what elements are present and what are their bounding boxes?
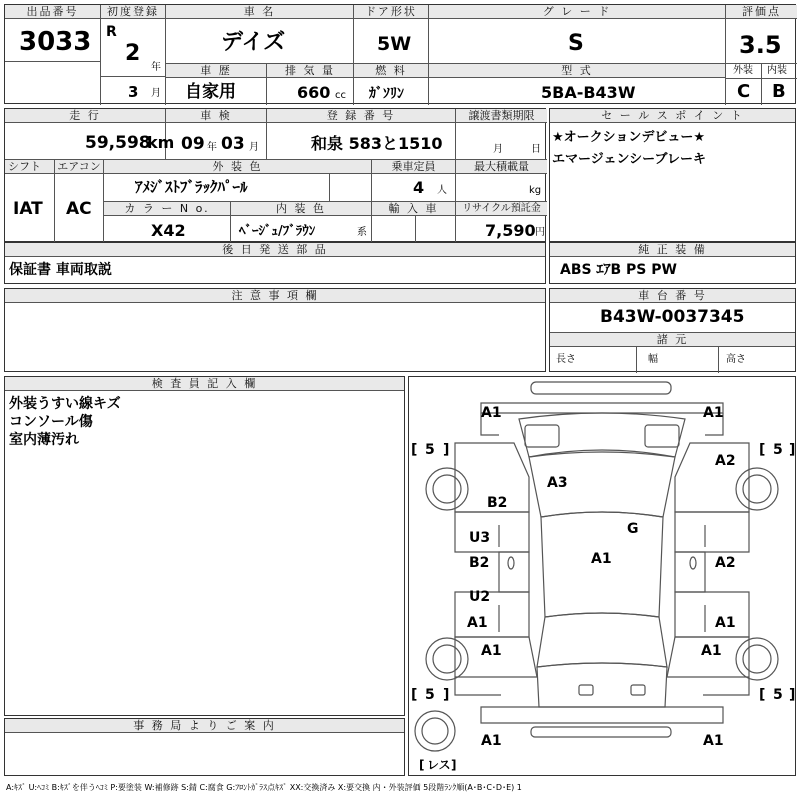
insp-year: 09: [181, 134, 205, 154]
later-parts-label: 後 日 発 送 部 品: [5, 243, 545, 257]
model: 5BA-B43W: [541, 83, 636, 102]
inspector-line: 室内薄汚れ: [9, 432, 79, 448]
shift-label: シフト: [5, 160, 54, 174]
lot-number: 3033: [19, 27, 92, 57]
tire-mark: ]: [789, 687, 795, 703]
notes-label: 注 意 事 項 欄: [5, 289, 545, 303]
inspector-box: [4, 376, 405, 716]
import-label: 輸 入 車: [372, 202, 455, 216]
exterior-color: ｱﾒｼﾞｽﾄﾌﾞﾗｯｸﾊﾟｰﾙ: [135, 178, 248, 196]
plate-label: 登 録 番 号: [267, 109, 455, 123]
vehicle-info-block: [4, 108, 546, 242]
transfer-day-unit: 日: [531, 144, 541, 155]
later-parts-box: [4, 242, 546, 284]
damage-mark: A3: [547, 475, 568, 491]
top-block: [4, 4, 796, 104]
height-label: 高さ: [726, 354, 746, 365]
door-label: ドア形状: [354, 5, 428, 19]
ac-label: エアコン: [55, 160, 103, 174]
grade: S: [568, 31, 584, 56]
equipment-value: ABS ｴｱB PS PW: [560, 262, 677, 278]
damage-mark: A1: [481, 733, 502, 749]
length-label: 長さ: [556, 354, 576, 365]
spare-bracket: ]: [451, 758, 457, 772]
damage-mark: A1: [701, 643, 722, 659]
capacity-unit: 人: [437, 185, 447, 196]
ext-grade: C: [737, 81, 751, 102]
specs-label: 諸 元: [550, 333, 795, 347]
tire-mark: ]: [789, 442, 795, 458]
sales-point-line: ★オークションデビュー★: [552, 130, 706, 145]
width-label: 幅: [648, 354, 658, 365]
ext-label: 外装: [733, 65, 753, 76]
int-label: 内装: [767, 65, 787, 76]
int-grade: B: [772, 81, 786, 102]
displacement-unit: cc: [335, 90, 346, 101]
fuel: ｶﾞｿﾘﾝ: [369, 86, 404, 102]
reg-month: 3: [128, 83, 139, 101]
damage-mark: G: [627, 521, 639, 537]
damage-mark: U2: [469, 589, 491, 605]
sales-point-line: エマージェンシーブレーキ: [552, 152, 706, 167]
mileage-unit: km: [147, 133, 175, 152]
mileage: 59,598: [85, 133, 151, 153]
load-unit: kg: [529, 185, 542, 196]
equipment-label: 純 正 装 備: [550, 243, 795, 257]
damage-mark: A1: [481, 405, 502, 421]
interior-color: ﾍﾞｰｼﾞｭ/ﾌﾞﾗｳﾝ: [239, 224, 316, 239]
first-reg-label: 初度登録: [101, 5, 165, 19]
car-diagram-box: [408, 376, 796, 776]
plate: 和泉 583と1510: [311, 134, 443, 153]
lot-label: 出品番号: [5, 5, 100, 19]
transfer-month-unit: 月: [493, 144, 503, 155]
damage-mark: U3: [469, 530, 491, 546]
load-label: 最大積載量: [456, 160, 547, 174]
ac: AC: [66, 199, 92, 219]
damage-mark: B2: [469, 555, 490, 571]
tire-mark: ]: [443, 687, 450, 703]
chassis-box: [549, 288, 796, 372]
car-diagram: [409, 377, 795, 775]
tire-mark: 5: [425, 687, 435, 703]
inspector-line: コンソール傷: [9, 414, 93, 430]
reg-year: 2: [125, 41, 141, 66]
history: 自家用: [185, 82, 236, 102]
chassis-label: 車 台 番 号: [550, 289, 795, 303]
damage-mark: A2: [715, 555, 736, 571]
capacity-label: 乗車定員: [372, 160, 455, 174]
displacement-label: 排 気 量: [267, 64, 353, 78]
grade-label: グ レ ー ド: [429, 5, 725, 19]
damage-mark: A2: [715, 453, 736, 469]
damage-mark: A1: [715, 615, 736, 631]
tire-mark: [: [411, 442, 418, 458]
sales-point-box: [549, 108, 796, 242]
history-label: 車 歴: [166, 64, 266, 78]
displacement: 660: [297, 83, 331, 102]
score-label: 評価点: [726, 5, 797, 19]
inspector-label: 検 査 員 記 入 欄: [5, 377, 404, 391]
recycle-unit: 円: [535, 227, 545, 238]
recycle-label: リサイクル預託金: [456, 202, 547, 216]
car-name-label: 車 名: [166, 5, 353, 19]
damage-mark: A1: [703, 405, 724, 421]
interior-color-label: 内 装 色: [231, 202, 371, 216]
chassis-number: B43W-0037345: [600, 307, 745, 327]
fuel-label: 燃 料: [354, 64, 428, 78]
color-no: X42: [151, 221, 186, 240]
spare-label: レス: [427, 758, 451, 772]
damage-mark: A1: [591, 551, 612, 567]
tire-mark: [: [411, 687, 418, 703]
door-type: 5W: [377, 33, 412, 55]
damage-mark: A1: [481, 643, 502, 659]
insp-year-unit: 年: [207, 142, 217, 153]
exterior-color-label: 外 装 色: [104, 160, 371, 174]
legend: A:ｷｽﾞ U:ﾍｺﾐ B:ｷｽﾞを伴うﾍｺﾐ P:要塗装 W:補修跡 S:錆 C:腐食 G:ﾌﾛﾝﾄｶﾞﾗｽ点ｷｽﾞ XX:交換済み X:要交換 内・外装評価 5段階ﾗﾝｸ順(A･B･C･D･E) 1: [6, 783, 522, 792]
equipment-box: [549, 242, 796, 284]
reg-month-unit: 月: [151, 88, 161, 99]
interior-suffix: 系: [357, 227, 367, 238]
spare-bracket: [: [419, 758, 425, 772]
office-box: [4, 718, 405, 776]
tire-mark: ]: [443, 442, 450, 458]
color-no-label: カ ラ ー N o.: [104, 202, 230, 216]
tire-mark: 5: [773, 442, 783, 458]
damage-mark: A1: [703, 733, 724, 749]
recycle: 7,590: [485, 221, 536, 240]
mileage-label: 走 行: [5, 109, 165, 123]
inspector-line: 外装うすい線キズ: [9, 396, 121, 412]
shift: IAT: [13, 199, 43, 219]
car-name: デイズ: [221, 30, 286, 55]
capacity: 4: [413, 178, 425, 197]
insp-month: 03: [221, 134, 245, 154]
model-label: 型 式: [429, 64, 725, 78]
insp-month-unit: 月: [249, 142, 259, 153]
era: R: [106, 24, 117, 40]
tire-mark: 5: [425, 442, 435, 458]
tire-mark: 5: [773, 687, 783, 703]
transfer-label: 譲渡書類期限: [456, 109, 547, 123]
tire-mark: [: [759, 442, 766, 458]
damage-mark: B2: [487, 495, 508, 511]
tire-mark: [: [759, 687, 766, 703]
sales-point-label: セ ー ル ス ポ イ ン ト: [550, 109, 795, 123]
inspection-label: 車 検: [166, 109, 266, 123]
score: 3.5: [739, 31, 782, 59]
reg-year-unit: 年: [151, 62, 161, 73]
office-label: 事 務 局 よ り ご 案 内: [5, 719, 404, 733]
later-parts-value: 保証書 車両取説: [9, 262, 112, 278]
damage-mark: A1: [467, 615, 488, 631]
notes-box: [4, 288, 546, 372]
